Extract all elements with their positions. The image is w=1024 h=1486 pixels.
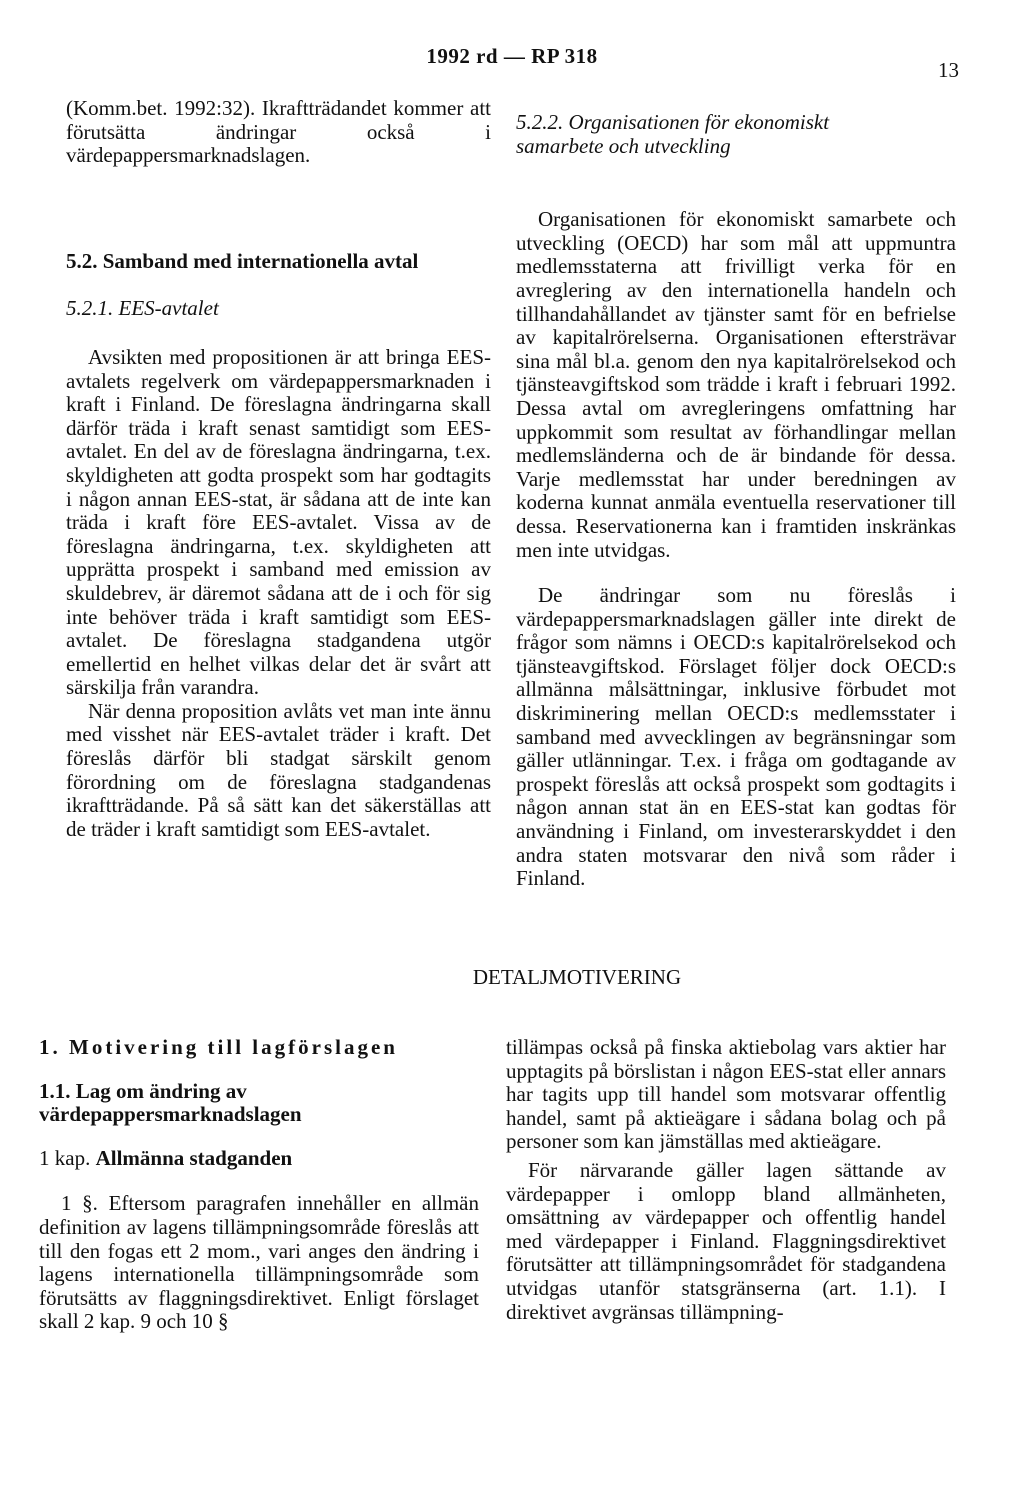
chapter-title: Allmänna stadganden [95, 1145, 293, 1170]
right-column-top [516, 111, 956, 891]
subsection-heading: 5.2.2. Organisationen för ekonomiskt samarbete och utveckling [516, 110, 830, 158]
section-heading: 1. Motivering till lagförslagen [39, 1035, 398, 1059]
running-header: 1992 rd — RP 318 [426, 44, 598, 68]
subsection-heading: 1.1. Lag om ändring av värdepappersmarknadslagen [39, 1078, 302, 1127]
body-paragraph: De ändringar som nu föreslås i värdepappersmarknadslagen gäller inte direkt de frågor som nämns i OECD:s kapitalrörelsekod och tjänsteavgiftskod. Förslaget följer dock OECD:s allmänna målsättningar, inklusive förbudet mot diskriminering mellan OECD:s medlemsstater i samband med avvecklingen av begränsningar som gäller utlänningar. T.ex. i fråga om godtagande av prospekt föreslås att också prospekt som godtagits i någon annan stat än en EES-stat kan godtas för användning i Finland, om investerarskyddet i den andra staten motsvarar den nivå som råder i Finland. [516, 583, 956, 891]
body-paragraph: tillämpas också på finska aktiebolag vars aktier har upptagits på börslistan i någon EES-stat eller annars har tagits upp till handel som motsvarar offentlig handel, samt på aktieägare i sådana bolag och på personer som kan jämställas med aktieägare. [506, 1035, 946, 1154]
intro-paragraph: (Komm.bet. 1992:32). Ikraftträdandet kommer att förutsätta ändringar också i värdepappersmarknadslagen. [66, 96, 491, 168]
page-number: 13 [938, 58, 959, 82]
right-column-bottom [506, 1036, 946, 1324]
left-column-bottom [39, 1036, 479, 1334]
section-heading: 5.2. Samband med internationella avtal [66, 248, 419, 273]
body-paragraph: För närvarande gäller lagen sättande av värdepapper i omlopp bland allmänheten, omsättning av värdepapper och offentlig handel med värdepapper i Finland. Flaggningsdirektivet förutsätter att tillämpningsområdet för stadgandena utvidgas utanför statsgränserna (art. 1.1). I direktivet avgränsas tillämpning- [506, 1157, 946, 1324]
body-paragraph: När denna proposition avlåts vet man inte ännu med visshet när EES-avtalet träder i kraft. Det föreslås därför bli stadgat särskilt genom förordning om de föreslagna stadgandenas ikraftträdande. På så sätt kan det säkerställas att de träder i kraft samtidigt som EES-avtalet. [66, 698, 491, 841]
detaljmotivering-heading: DETALJMOTIVERING [472, 965, 682, 989]
body-paragraph: 1 §. Eftersom paragrafen innehåller en allmän definition av lagens tillämpningsområde föreslås att till den fogas ett 2 mom., vari anges den ändring i lagens internationella tillämpningsområde som förutsätts av flaggningsdirektivet. Enligt förslaget skall 2 kap. 9 och 10 § [39, 1191, 479, 1334]
chapter-heading [39, 1147, 479, 1171]
body-paragraph: Avsikten med propositionen är att bringa EES-avtalets regelverk om värdepappersmarknaden i kraft i Finland. De föreslagna ändringarna skall därför träda i kraft senast samtidigt som EES-avtalet. En del av de föreslagna ändringarna, t.ex. skyldigheten att godta prospekt som har godtagits i någon annan EES-stat, är sådana att de inte kan träda i kraft före EES-avtalet. Vissa av de föreslagna ändringarna, t.ex. skyldigheten att upprätta prospekt i samband med emission av skuldebrev, är däremot sådana att de i och för sig inte behöver träda i kraft samtidigt som EES-avtalet. De föreslagna stadgandena utgör emellertid en helhet vilkas delar det är svårt att särskilja från varandra. [66, 344, 491, 700]
chapter-prefix: 1 kap. [39, 1145, 91, 1170]
body-paragraph: Organisationen för ekonomiskt samarbete och utveckling (OECD) har som mål att uppmuntra medlemsstaterna att frivilligt verka för en avreglering av den internationella handeln och tillhandahållandet av tjänster samt för en befrielse av kapitalrörelserna. Organisationen eftersträvar sina mål bl.a. genom den nya kapitalrörelsekod och tjänsteavgiftskod som trädde i kraft i februari 1992. Dessa avtal om avregleringens omfattning har uppkommit som resultat av förhandlingar mellan medlemsländerna och de är bindande för dessa. Varje medlemsstat har under beredningen av koderna kunnat anmäla eventuella reservationer till dessa. Reservationerna kan i framtiden inskränkas men inte utvidgas. [516, 207, 956, 562]
left-column-top [66, 97, 491, 841]
subsection-heading: 5.2.1. EES-avtalet [66, 296, 219, 321]
